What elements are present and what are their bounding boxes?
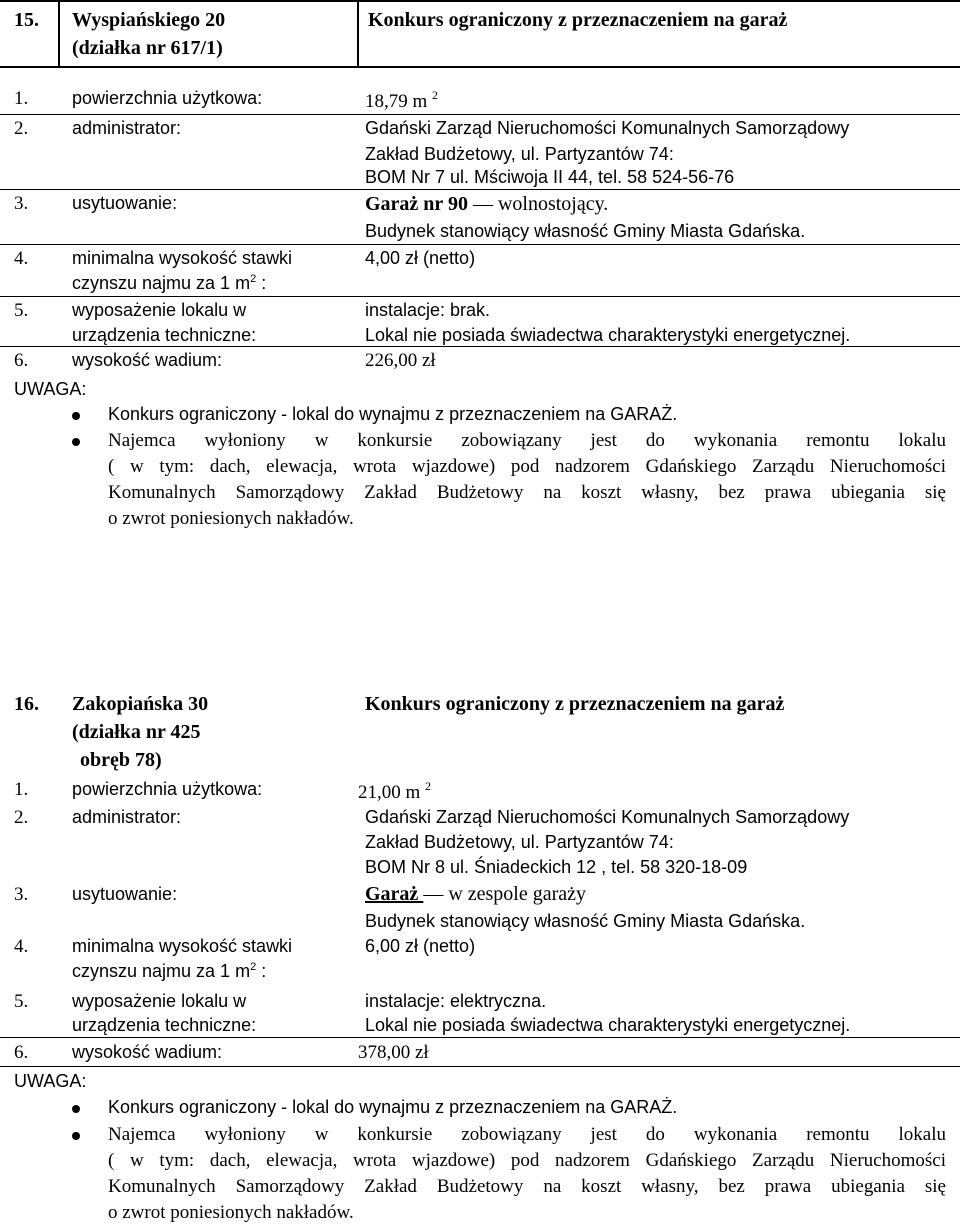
area-value: 18,79 m $^2$ bbox=[365, 88, 439, 112]
notice-paragraph: Najemca wyłoniony w konkursie zobowiązany jest do wykonania remontu lokalu ( w tym: dach, elewacja, wrota wjazdowe) pod nadzorem Gdańskiego Zarządu Nieruchomości Komunalnych Samorządowy Zakład Budżetowy na koszt własny, bez prawa ubiegania się o zwrot poniesionych nakładów. bbox=[108, 1124, 946, 1223]
notice-heading: UWAGA: bbox=[14, 379, 87, 399]
item-number: 2. bbox=[14, 807, 29, 828]
item-label: wysokość wadium: bbox=[72, 350, 223, 370]
item-label: usytuowanie: bbox=[72, 884, 178, 904]
bullet-icon bbox=[72, 438, 80, 446]
item-number: 1. bbox=[14, 779, 29, 800]
item-label: czynszu najmu za 1 $m^2$ : bbox=[72, 273, 267, 293]
administrator-line: Zakład Budżetowy, ul. Partyzantów 74: bbox=[365, 144, 674, 164]
item-label: wyposażenie lokalu w bbox=[72, 991, 247, 1011]
item-number: 5. bbox=[14, 300, 29, 321]
deposit-value: 378,00 zł bbox=[358, 1042, 429, 1063]
item-label: czynszu najmu za 1 $m^2$ : bbox=[72, 961, 267, 981]
header-rule bbox=[0, 66, 960, 68]
administrator-line: BOM Nr 8 ul. Śniadeckich 12 , tel. 58 320-18-09 bbox=[365, 857, 748, 877]
item-label: urządzenia techniczne: bbox=[72, 325, 257, 345]
item-label: wyposażenie lokalu w bbox=[72, 300, 247, 320]
listing-number: 16. bbox=[14, 693, 39, 715]
administrator-line: Gdański Zarząd Nieruchomości Komunalnych Samorządowy bbox=[365, 807, 850, 827]
notice-bullet: Konkurs ograniczony - lokal do wynajmu z przeznaczeniem na GARAŻ. bbox=[108, 404, 678, 424]
listing-plot-area: obręb 78) bbox=[80, 749, 162, 771]
listing-plot: (działka nr 425 bbox=[72, 721, 201, 743]
location-value: Garaż — w zespole garaży bbox=[365, 883, 587, 905]
listing-address: Zakopiańska 30 bbox=[72, 693, 209, 715]
rent-value: 4,00 zł (netto) bbox=[365, 248, 476, 268]
row-rule bbox=[0, 1037, 960, 1038]
row-rule bbox=[0, 346, 960, 347]
row-rule bbox=[0, 114, 960, 115]
deposit-value: 226,00 zł bbox=[365, 350, 436, 371]
equipment-value: instalacje: brak. bbox=[365, 300, 491, 320]
bullet-icon bbox=[72, 1132, 80, 1140]
item-number: 5. bbox=[14, 991, 29, 1012]
location-value: Garaż nr 90 — wolnostojący. bbox=[365, 193, 609, 215]
item-number: 2. bbox=[14, 118, 29, 139]
notice-bullet: Konkurs ograniczony - lokal do wynajmu z przeznaczeniem na GARAŻ. bbox=[108, 1097, 678, 1117]
column-divider bbox=[58, 0, 60, 66]
item-label: wysokość wadium: bbox=[72, 1042, 223, 1062]
item-label: administrator: bbox=[72, 807, 182, 827]
listing-title: Konkurs ograniczony z przeznaczeniem na garaż bbox=[365, 693, 785, 715]
listing-address: Wyspiańskiego 20 bbox=[72, 9, 226, 31]
ownership-note: Budynek stanowiący własność Gminy Miasta Gdańska. bbox=[365, 911, 806, 931]
bullet-icon bbox=[72, 1105, 80, 1113]
administrator-line: BOM Nr 7 ul. Mściwoja II 44, tel. 58 524-56-76 bbox=[365, 167, 735, 187]
energy-certificate-note: Lokal nie posiada świadectwa charakterystyki energetycznej. bbox=[365, 325, 851, 345]
item-label: powierzchnia użytkowa: bbox=[72, 779, 263, 799]
top-rule bbox=[0, 0, 960, 2]
energy-certificate-note: Lokal nie posiada świadectwa charakterystyki energetycznej. bbox=[365, 1015, 851, 1035]
listing-number: 15. bbox=[14, 9, 39, 31]
item-label: powierzchnia użytkowa: bbox=[72, 88, 263, 108]
ownership-note: Budynek stanowiący własność Gminy Miasta Gdańska. bbox=[365, 221, 806, 241]
item-label: urządzenia techniczne: bbox=[72, 1015, 257, 1035]
equipment-value: instalacje: elektryczna. bbox=[365, 991, 547, 1011]
item-label: administrator: bbox=[72, 118, 182, 138]
column-divider bbox=[357, 0, 359, 66]
listing-plot: (działka nr 617/1) bbox=[72, 37, 223, 59]
administrator-line: Gdański Zarząd Nieruchomości Komunalnych Samorządowy bbox=[365, 118, 850, 138]
item-number: 1. bbox=[14, 88, 29, 109]
administrator-line: Zakład Budżetowy, ul. Partyzantów 74: bbox=[365, 832, 674, 852]
row-rule bbox=[0, 296, 960, 297]
item-label: usytuowanie: bbox=[72, 193, 178, 213]
notice-heading: UWAGA: bbox=[14, 1071, 87, 1091]
item-number: 6. bbox=[14, 1042, 29, 1063]
row-rule bbox=[0, 244, 960, 245]
notice-paragraph: Najemca wyłoniony w konkursie zobowiązany jest do wykonania remontu lokalu ( w tym: dach, elewacja, wrota wjazdowe) pod nadzorem Gdańskiego Zarządu Nieruchomości Komunalnych Samorządowy Zakład Budżetowy na koszt własny, bez prawa ubiegania się o zwrot poniesionych nakładów. bbox=[108, 430, 946, 529]
rent-value: 6,00 zł (netto) bbox=[365, 936, 476, 956]
bullet-icon bbox=[72, 412, 80, 420]
row-rule bbox=[0, 1066, 960, 1067]
row-rule bbox=[0, 189, 960, 190]
item-number: 4. bbox=[14, 248, 29, 269]
item-label: minimalna wysokość stawki bbox=[72, 248, 293, 268]
item-label: minimalna wysokość stawki bbox=[72, 936, 293, 956]
item-number: 6. bbox=[14, 350, 29, 371]
item-number: 3. bbox=[14, 193, 29, 214]
listing-title: Konkurs ograniczony z przeznaczeniem na garaż bbox=[368, 9, 788, 31]
item-number: 4. bbox=[14, 936, 29, 957]
item-number: 3. bbox=[14, 884, 29, 905]
area-value: 21,00 m $^2$ bbox=[358, 779, 432, 803]
